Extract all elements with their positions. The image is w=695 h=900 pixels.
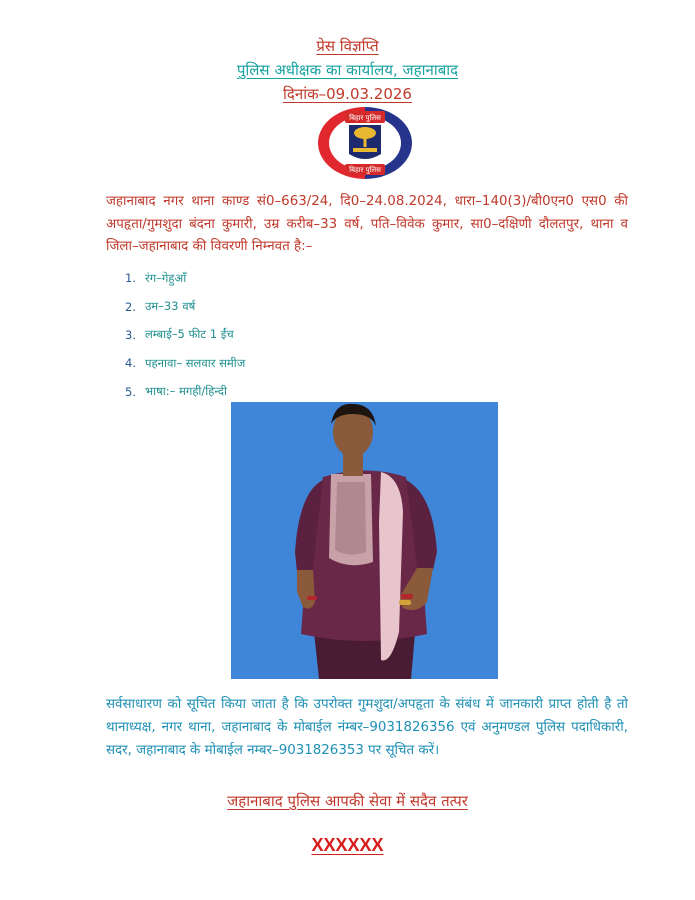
detail-item-language: 5. भाषा:– मगही/हिन्दी [125,384,228,399]
detail-item-height: 3. लम्बाई–5 फीट 1 ईंच [125,327,234,342]
police-tagline: जहानाबाद पुलिस आपकी सेवा में सदैव तत्पर [227,792,468,810]
office-name: पुलिस अधीक्षक का कार्यालय, जहानाबाद [236,61,459,79]
public-notice: सर्वसाधारण को सूचित किया जाता है कि उपरोक्त गुमशुदा/अपहृता के संबंध में जानकारी प्राप्त होती है तो थानाध्यक्ष, नगर थाना, जहानाबाद के मोबाईल नंम्बर–9031826356 एवं अनुमण्डल पुलिस पदाधिकारी, सदर, जहानाबाद के मोबाईल नम्बर–9031826353 पर सूचित करें। [106,697,628,758]
case-description: जहानाबाद नगर थाना काण्ड सं0–663/24, दि0–24.08.2024, धारा–140(3)/बी0एन0 एस0 की अपहृता/गुमशुदा बंदना कुमारी, उम्र करीब–33 वर्ष, पति–विवेक कुमार, सा0–दक्षिणी दौलतपुर, थाना व जिला–जहानाबाद की विवरणी निम्नवत है:– [106,194,628,254]
detail-item-age: 2. उम–33 वर्ष [125,299,196,314]
missing-person-photo [231,402,498,679]
signature: XXXXXX [311,835,384,855]
bihar-police-logo [317,106,413,180]
logo-bottom-text: बिहार पुलिस [349,166,381,174]
detail-item-complexion: 1. रंग–गेहुआँ [125,270,187,286]
release-date: दिनांक–09.03.2026 [283,85,412,103]
logo-top-text: बिहार पुलिस [349,114,381,122]
detail-item-attire: 4. पहनावा– सलवार समीज [125,355,246,371]
press-release-title: प्रेस विज्ञप्ति [316,37,379,55]
details-list [125,264,245,406]
